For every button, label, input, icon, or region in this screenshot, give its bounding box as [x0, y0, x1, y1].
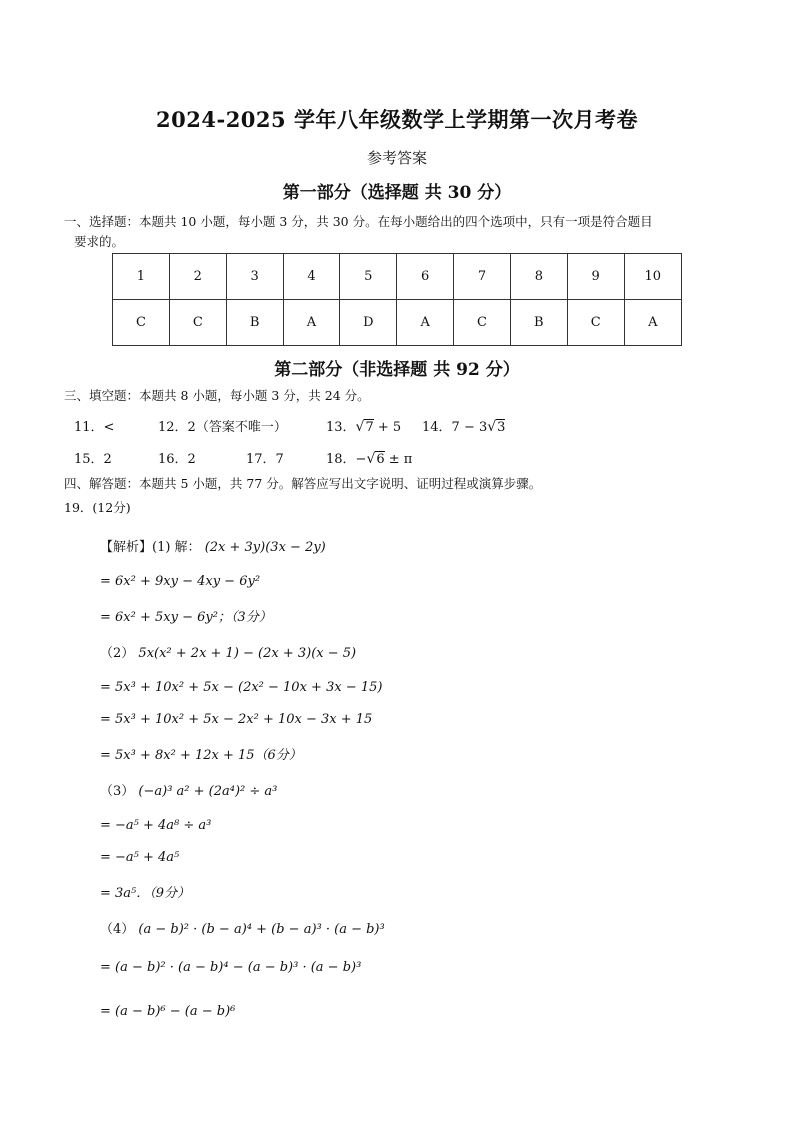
part-label: （2） — [100, 646, 135, 661]
math-line: = 6x² + 9xy − 4xy − 6y² — [100, 574, 261, 589]
answer-q16: 16．2 — [158, 452, 196, 467]
part-one-heading: 第一部分（选择题 共 30 分） — [282, 183, 512, 203]
table-cell: 8 — [510, 254, 567, 300]
table-cell: 9 — [567, 254, 624, 300]
table-cell: B — [226, 300, 283, 346]
table-cell: 2 — [169, 254, 226, 300]
answer-q14-number: 14．7 − 3 — [422, 420, 488, 435]
answer-q18-radicand: 6 — [376, 452, 385, 467]
table-cell: 6 — [397, 254, 454, 300]
table-cell: B — [510, 300, 567, 346]
answer-q11: 11．< — [74, 420, 115, 435]
answer-q18 — [326, 448, 412, 467]
table-cell: 3 — [226, 254, 283, 300]
math-line: = −a⁵ + 4a⁸ ÷ a³ — [100, 818, 212, 833]
math-expression: (2x + 3y)(3x − 2y) — [204, 540, 326, 555]
sqrt-sign-icon: √ — [355, 419, 365, 435]
math-expression: 5x(x² + 2x + 1) − (2x + 3)(x − 5) — [138, 646, 357, 661]
table-cell: C — [454, 300, 511, 346]
page-title: 2024-2025 学年八年级数学上学期第一次月考卷 — [156, 107, 638, 132]
table-cell: 5 — [340, 254, 397, 300]
answer-table — [112, 253, 682, 346]
table-cell: C — [567, 300, 624, 346]
part-two-heading: 第二部分（非选择题 共 92 分） — [274, 360, 520, 380]
answer-q18-number: 18．− — [326, 452, 367, 467]
table-cell: 4 — [283, 254, 340, 300]
solution-part-4-intro — [100, 918, 385, 937]
part-label: （4） — [100, 922, 135, 937]
table-cell: A — [283, 300, 340, 346]
section-three-instructions: 三、填空题：本题共 8 小题，每小题 3 分，共 24 分。 — [64, 388, 370, 403]
answer-q14-radicand: 3 — [497, 420, 506, 435]
answer-q14 — [422, 416, 505, 435]
answer-q13-rest: + 5 — [377, 420, 402, 435]
section-one-line-2: 要求的。 — [74, 234, 125, 249]
math-line: = 5x³ + 10x² + 5x − 2x² + 10x − 3x + 15 — [100, 712, 373, 727]
answer-q13 — [326, 416, 401, 435]
math-line: = 3a⁵．（9分） — [100, 886, 191, 901]
math-line: = 6x² + 5xy − 6y²；（3分） — [100, 610, 272, 625]
math-line: = 5x³ + 10x² + 5x − (2x² − 10x + 3x − 15) — [100, 680, 383, 695]
table-cell: 7 — [454, 254, 511, 300]
answer-q18-rest: ± π — [388, 452, 413, 467]
math-expression: (−a)³ a² + (2a⁴)² ÷ a³ — [138, 784, 278, 799]
math-expression: (a − b)² · (b − a)⁴ + (b − a)³ · (a − b)³ — [138, 922, 385, 937]
part-label: （3） — [100, 784, 135, 799]
section-four-instructions: 四、解答题：本题共 5 小题，共 77 分。解答应写出文字说明、证明过程或演算步骤。 — [64, 476, 542, 491]
solution-analysis-label: 【解析】(1) 解： — [100, 540, 201, 555]
solution-part-1-intro — [100, 536, 326, 555]
math-line: = 5x³ + 8x² + 12x + 15（6分） — [100, 748, 302, 763]
math-line: = −a⁵ + 4a⁵ — [100, 850, 180, 865]
table-cell: C — [113, 300, 170, 346]
answer-table-answer-row — [113, 300, 682, 346]
table-cell: 10 — [624, 254, 681, 300]
solution-part-3-intro — [100, 780, 277, 799]
table-cell: 1 — [113, 254, 170, 300]
answer-q13-number: 13． — [326, 420, 356, 435]
section-one-instructions — [64, 212, 744, 252]
table-cell: C — [169, 300, 226, 346]
answer-q15: 15．2 — [74, 452, 112, 467]
answer-table-number-row — [113, 254, 682, 300]
section-one-line-1: 一、选择题：本题共 10 小题，每小题 3 分，共 30 分。在每小题给出的四个选项中，只有一项是符合题目 — [64, 214, 653, 229]
math-line: = (a − b)² · (a − b)⁴ − (a − b)³ · (a − b)³ — [100, 960, 362, 975]
page-subtitle: 参考答案 — [366, 149, 427, 167]
answer-q13-radicand: 7 — [365, 420, 374, 435]
answer-q12: 12．2（答案不唯一） — [158, 420, 287, 435]
sqrt-sign-icon: √ — [366, 451, 376, 467]
table-cell: A — [624, 300, 681, 346]
math-line: = (a − b)⁶ − (a − b)⁶ — [100, 1004, 236, 1019]
answer-q17: 17．7 — [246, 452, 284, 467]
table-cell: A — [397, 300, 454, 346]
table-cell: D — [340, 300, 397, 346]
solution-part-2-intro — [100, 642, 356, 661]
question-19-header: 19．(12分) — [64, 500, 131, 515]
sqrt-sign-icon: √ — [487, 419, 497, 435]
